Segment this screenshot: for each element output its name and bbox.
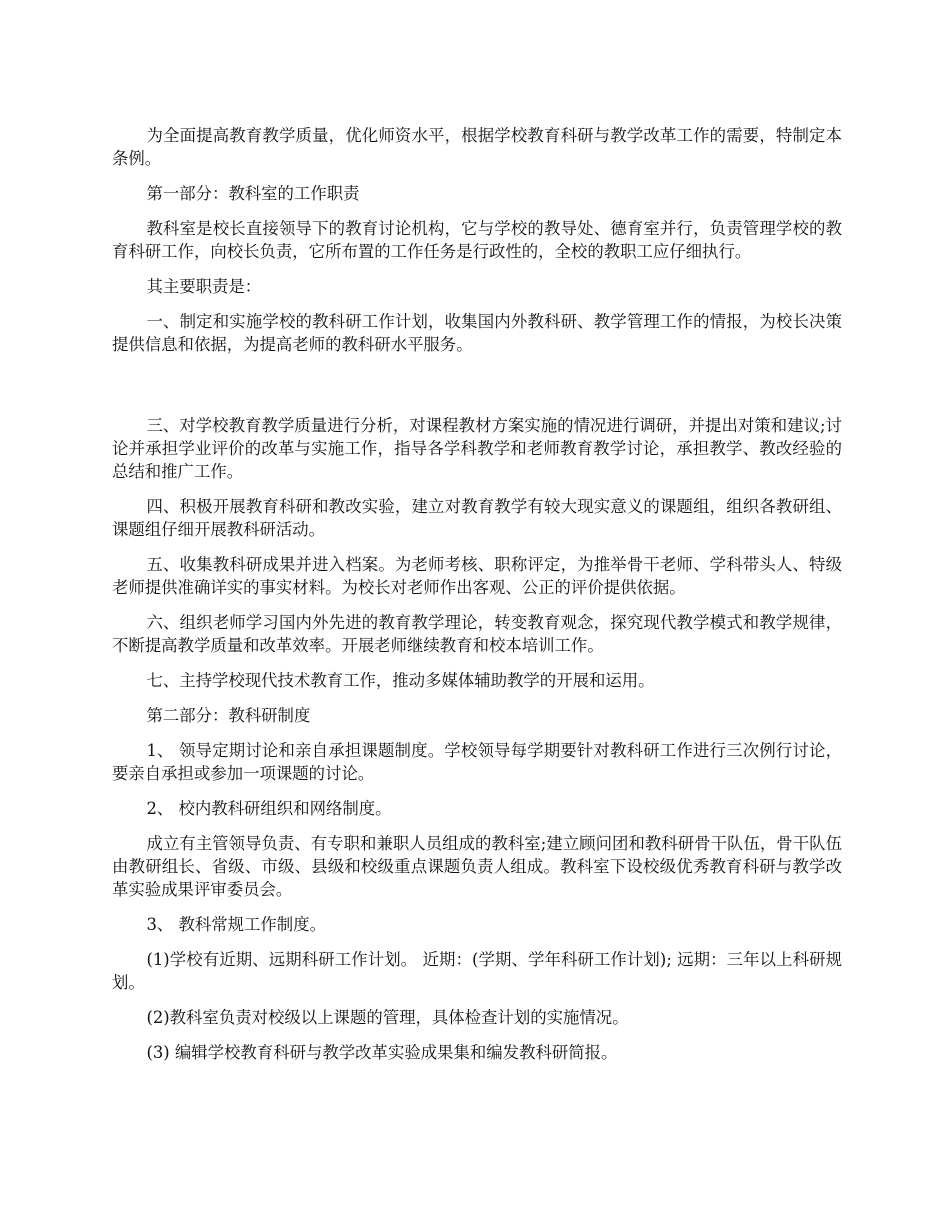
intro-paragraph: 为全面提高教育教学质量，优化师资水平，根据学校教育科研与教学改革工作的需要，特制定本条例。 — [112, 126, 842, 168]
rule-item-3-sub-2: (2)教科室负责对校级以上课题的管理，具体检查计划的实施情况。 — [146, 1008, 629, 1027]
rule-item-2: 2、 校内教科研组织和网络制度。 — [146, 799, 392, 818]
section-heading-part-one: 第一部分：教科室的工作职责 — [146, 184, 360, 203]
duty-item-3: 三、对学校教育教学质量进行分析，对课程教材方案实施的情况进行调研，并提出对策和建议;讨论并承担学业评价的改革与实施工作，指导各学科教学和老师教育教学讨论，承担教学、教改经验的总结和推广工作。 — [112, 416, 842, 481]
rule-item-2-detail: 成立有主管领导负责、有专职和兼职人员组成的教科室;建立顾问团和教科研骨干队伍，骨干队伍由教研组长、省级、市级、县级和校级重点课题负责人组成。教科室下设校级优秀教育科研与教学改革实验成果评审委员会。 — [112, 834, 842, 899]
rule-item-1: 1、 领导定期讨论和亲自承担课题制度。学校领导每学期要针对教科研工作进行三次例行讨论，要亲自承担或参加一项课题的讨论。 — [112, 741, 842, 783]
duty-item-1: 一、制定和实施学校的教科研工作计划，收集国内外教科研、教学管理工作的情报，为校长决策提供信息和依据，为提高老师的教科研水平服务。 — [112, 312, 842, 354]
rule-item-3-sub-3: (3) 编辑学校教育科研与教学改革实验成果集和编发教科研简报。 — [146, 1043, 618, 1062]
document-body — [112, 124, 842, 1076]
paragraph-main-duties-label: 其主要职责是： — [146, 277, 262, 296]
duty-item-4: 四、积极开展教育科研和教改实验，建立对教育教学有较大现实意义的课题组，组织各教研组、课题组仔细开展教科研活动。 — [112, 497, 842, 539]
rule-item-3: 3、 教科常规工作制度。 — [146, 915, 326, 934]
paragraph-office-description: 教科室是校长直接领导下的教育讨论机构，它与学校的教导处、德育室并行，负责管理学校的教育科研工作，向校长负责，它所布置的工作任务是行政性的，全校的教职工应仔细执行。 — [112, 219, 842, 261]
rule-item-3-sub-1: (1)学校有近期、远期科研工作计划。 近期：(学期、学年科研工作计划); 远期：三年以上科研规划。 — [112, 950, 842, 992]
duty-item-6: 六、组织老师学习国内外先进的教育教学理论，转变教育观念，探究现代教学模式和教学规律，不断提高教学质量和改革效率。开展老师继续教育和校本培训工作。 — [112, 613, 842, 655]
blank-gap — [112, 368, 842, 414]
duty-item-5: 五、收集教科研成果并进入档案。为老师考核、职称评定，为推举骨干老师、学科带头人、特级老师提供准确详实的事实材料。为校长对老师作出客观、公正的评价提供依据。 — [112, 555, 842, 597]
section-heading-part-two: 第二部分：教科研制度 — [146, 706, 311, 725]
duty-item-7: 七、主持学校现代技术教育工作，推动多媒体辅助教学的开展和运用。 — [146, 671, 655, 690]
